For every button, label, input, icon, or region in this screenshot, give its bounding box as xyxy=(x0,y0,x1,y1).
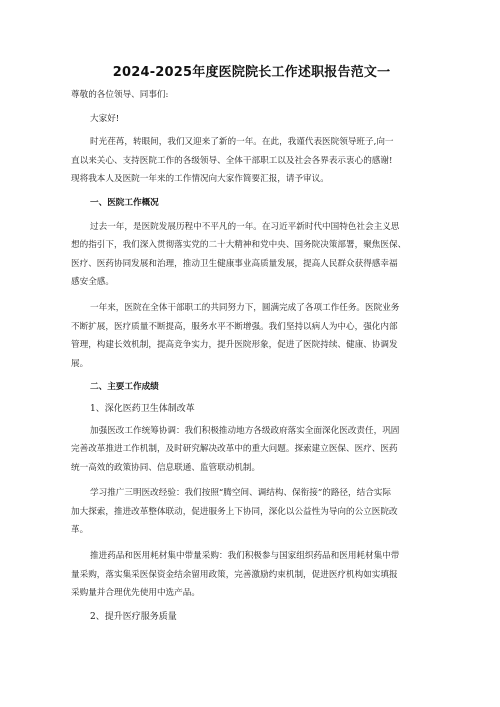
paragraph-line: 一年来，医院在全体干部职工的共同努力下，圆满完成了各项工作任务。医院业务 xyxy=(90,302,400,313)
overview-paragraph-2 xyxy=(71,299,452,373)
paragraph-line: 加大探索，推进改革整体联动，促进服务上下协同，深化以公益性为导向的公立医院改 xyxy=(71,506,398,517)
subsection-heading: 2、提升医疗服务质量 xyxy=(90,611,177,622)
paragraph-line: 管理，构建长效机制，提高竞争实力，提升医院形象，促进了医院持续、健康、协调发 xyxy=(71,340,398,351)
section-heading: 一、医院工作概况 xyxy=(90,197,159,208)
achievement-paragraph-2 xyxy=(71,484,452,540)
section-heading: 二、主要工作成绩 xyxy=(90,382,159,393)
paragraph-line: 推进药品和医用耗材集中带量采购：我们积极参与国家组织药品和医用耗材集中带 xyxy=(90,551,400,562)
paragraph-line: 加强医改工作统筹协调：我们积极推动地方各级政府落实全面深化医改责任，巩固 xyxy=(90,425,400,436)
achievement-paragraph-3 xyxy=(71,547,452,603)
paragraph-line: 想的指引下，我们深入贯彻落实党的二十大精神和党中央、国务院决策部署，聚焦医保、 xyxy=(71,240,407,251)
achievement-paragraph-1 xyxy=(71,422,452,478)
paragraph-line: 展。 xyxy=(71,358,89,369)
paragraph-line: 现将我本人及医院一年来的工作情况向大家作简要汇报，请予审议。 xyxy=(71,174,329,185)
salutation: 尊敬的各位领导、同事们: xyxy=(71,90,169,100)
intro-paragraph xyxy=(71,133,452,189)
subsection-heading: 1、深化医药卫生体制改革 xyxy=(90,403,195,414)
paragraph-line: 学习推广三明医改经验：我们按照“腾空间、调结构、保衔接”的路径，结合实际 xyxy=(90,488,391,499)
document-title: 2024-2025年度医院院长工作述职报告范文一 xyxy=(112,65,391,80)
paragraph-line: 采购量并合理优先使用中选产品。 xyxy=(71,588,200,599)
paragraph-line: 完善改革推进工作机制，及时研究解决改革中的重大问题。探索建立医保、医疗、医药 xyxy=(71,444,398,455)
paragraph-line: 感安全感。 xyxy=(71,277,114,288)
paragraph-line: 革。 xyxy=(71,525,89,536)
paragraph-line: 统一高效的政策协同、信息联通、监管联动机制。 xyxy=(71,462,261,473)
paragraph-line: 量采购，落实集采医保资金结余留用政策，完善激励约束机制，促进医疗机构如实填报 xyxy=(71,569,398,580)
paragraph-line: 医疗、医药协同发展和治理，推动卫生健康事业高质量发展，提高人民群众获得感幸福 xyxy=(71,258,398,269)
paragraph-line: 时光荏苒，转眼间，我们又迎来了新的一年。在此，我谨代表医院领导班子,向一 xyxy=(90,137,394,148)
paragraph-line: 直以来关心、支持医院工作的各级领导、全体干部职工以及社会各界表示衷心的感谢! xyxy=(71,155,393,166)
overview-paragraph-1 xyxy=(71,218,452,292)
paragraph-line: 过去一年，是医院发展历程中不平凡的一年。在习近平新时代中国特色社会主义思 xyxy=(90,221,400,232)
paragraph-line: 不断扩展，医疗质量不断提高，服务水平不断增强。我们坚持以病人为中心，强化内部 xyxy=(71,321,398,332)
greeting: 大家好! xyxy=(90,113,120,124)
